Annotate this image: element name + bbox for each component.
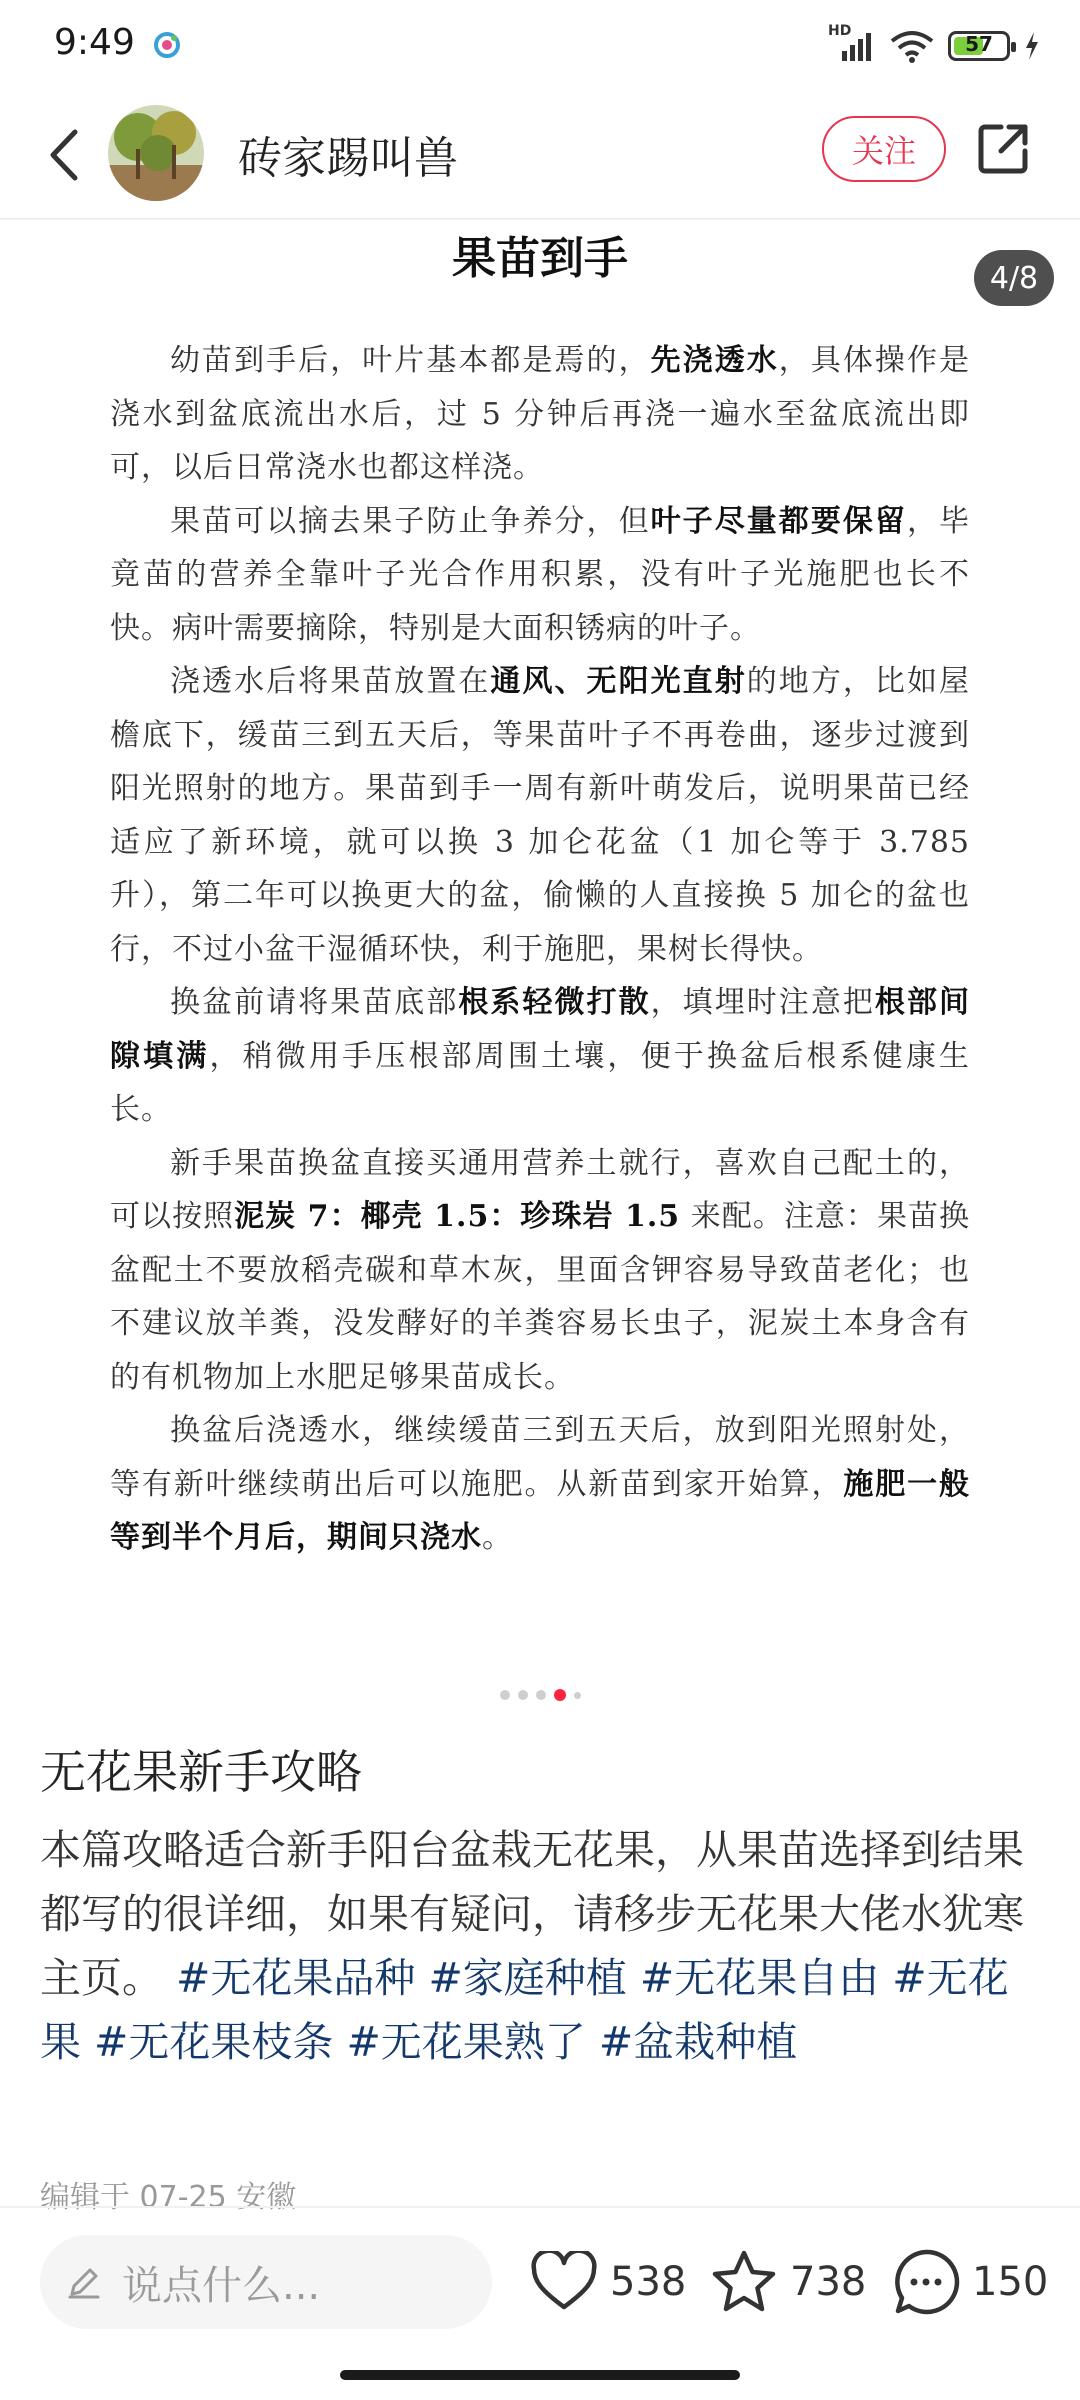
author-name[interactable]: 砖家踢叫兽 [238, 133, 458, 184]
carousel-dot [574, 1692, 581, 1699]
author-avatar[interactable] [108, 105, 204, 201]
charging-icon [1024, 31, 1040, 61]
back-icon [45, 128, 85, 182]
star-icon [710, 2249, 778, 2315]
like-count: 538 [610, 2259, 687, 2305]
share-button[interactable] [968, 114, 1038, 184]
hashtag[interactable]: #家庭种植 [428, 1954, 627, 2002]
hashtag[interactable]: #盆栽种植 [598, 2018, 798, 2066]
heart-icon [530, 2251, 598, 2313]
favorite-count: 738 [790, 2259, 867, 2305]
network-type: HD [828, 23, 852, 39]
doc-title: 果苗到手 [452, 233, 628, 284]
comment-placeholder: 说点什么... [122, 2262, 321, 2309]
comment-button[interactable] [892, 2244, 1048, 2320]
favorite-button[interactable] [710, 2244, 866, 2320]
comment-input[interactable] [40, 2235, 492, 2329]
post-description-text: 本篇攻略适合新手阳台盆栽无花果，从果苗选择到结果都写的很详细，如果有疑问，请移步无花果大佬水犹寒主页。 [40, 1826, 1024, 2002]
signal-icon [828, 23, 876, 63]
status-time: 9:49 [54, 22, 135, 63]
post-description [40, 1818, 1040, 2074]
post-header [0, 90, 1080, 220]
app-notification-icon [152, 30, 182, 60]
carousel-dot [518, 1690, 528, 1700]
hashtag[interactable]: #无花果枝条 [94, 2018, 334, 2066]
post-title: 无花果新手攻略 [40, 1745, 362, 1799]
follow-button[interactable]: 关注 [822, 116, 946, 182]
hashtag[interactable]: #无花果自由 [639, 1954, 880, 2002]
image-page-counter: 4/8 [974, 250, 1054, 306]
bottom-action-bar [0, 2206, 1080, 2400]
carousel-dot [536, 1690, 546, 1700]
share-icon [975, 121, 1031, 177]
doc-body-image: 幼苗到手后，叶片基本都是焉的，先浇透水，具体操作是浇水到盆底流出水后，过 5 分钟后再浇一遍水至盆底流出即可，以后日常浇水也都这样浇。 果苗可以摘去果子防止争养分，但叶子尽量都要保留，毕竟苗的营养全靠叶子光合作用积累，没有叶子光施肥也长不快。病叶需要摘除，特别是大面积锈病的叶子。 浇透水后将果苗放置在通风、无阳光直射的地方，比如屋檐底下，缓苗三到五天后，等果苗叶子不再卷曲，逐步过渡到阳光照射的地方。果苗到手一周有新叶萌发后，说明果苗已经适应了新环境，就可以换 3 加仑花盆（1 加仑等于 3.785 升），第二年可以换更大的盆，偷懒的人直接换 5 加仑的盆也行，不过小盆干湿循环快，利于施肥，果树长得快。 换盆前请将果苗底部根系轻微打散，填埋时注意把根部间隙填满，稍微用手压根部周围土壤，便于换盆后根系健康生长。 新手果苗换盆直接买通用营养土就行，喜欢自己配土的，可以按照泥炭 7：椰壳 1.5：珍珠岩 1.5 来配。注意：果苗换盆配土不要放稻壳碳和草木灰，里面含钾容易导致苗老化；也不建议放羊粪，没发酵好的羊粪容易长虫子，泥炭土本身含有的有机物加上水肥足够果苗成长。 换盆后浇透水，继续缓苗三到五天后，放到阳光照射处，等有新叶继续萌出后可以施肥。从新苗到家开始算，施肥一般等到半个月后，期间只浇水。 [110, 343, 971, 1555]
comment-icon [892, 2248, 960, 2316]
like-button[interactable] [530, 2244, 686, 2320]
carousel-indicator [0, 1688, 1080, 1702]
hashtag[interactable]: #无花果熟了 [346, 2018, 586, 2066]
pen-icon [66, 2264, 102, 2300]
battery-icon [948, 31, 1010, 61]
status-icons [828, 23, 1040, 66]
home-indicator[interactable] [340, 2370, 740, 2380]
hashtag[interactable]: #无花果 [40, 1954, 1009, 2066]
back-button[interactable] [30, 120, 100, 190]
carousel-dot-active [554, 1689, 566, 1701]
wifi-icon [890, 29, 934, 63]
post-image[interactable] [0, 222, 1080, 1660]
comment-count: 150 [972, 2259, 1049, 2305]
hashtag[interactable]: #无花果品种 [176, 1954, 416, 2002]
battery-percent: 57 [965, 32, 993, 56]
carousel-dot [500, 1690, 510, 1700]
status-bar [0, 0, 1080, 90]
edit-info: 编辑于 07-25 安徽 [40, 2180, 297, 2215]
